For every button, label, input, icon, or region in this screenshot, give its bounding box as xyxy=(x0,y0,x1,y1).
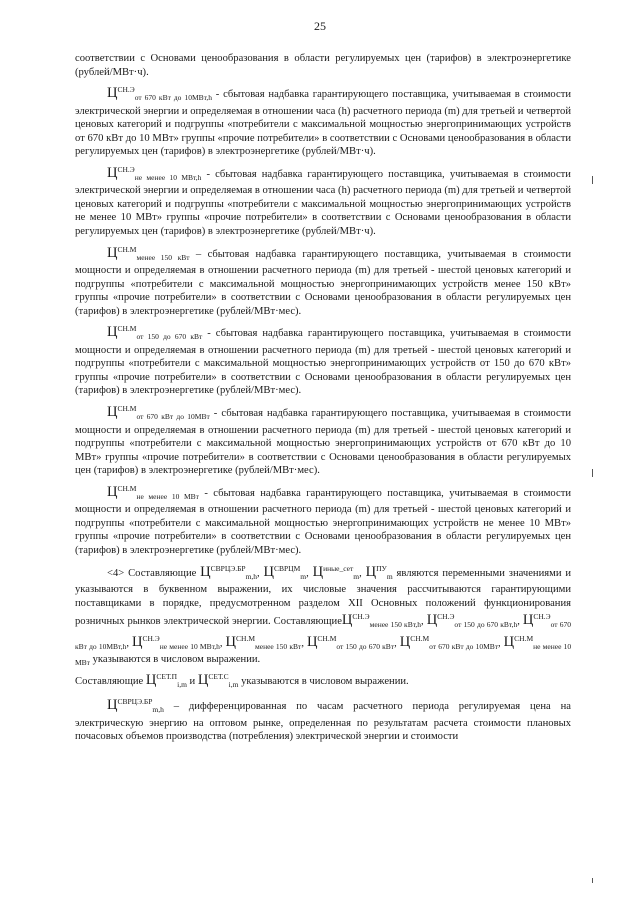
separator: , xyxy=(498,637,504,649)
symbol-superscript: СН.М xyxy=(514,633,534,643)
symbol-subscript: от 150 до 670 кВт xyxy=(336,641,395,651)
symbol-letter: Ц xyxy=(197,671,209,688)
symbol-superscript: СН.М xyxy=(410,633,430,643)
symbol-letter: Ц xyxy=(426,612,438,629)
formula-symbol xyxy=(306,633,395,651)
symbol-superscript: СН.М xyxy=(236,633,255,643)
separator: , xyxy=(257,567,264,579)
formula-symbol xyxy=(341,612,422,630)
symbol-subscript: менее 150 кВт,h xyxy=(369,620,422,630)
paragraph-text: – сбытовая надбавка гарантирующего поставщика, учитываемая в стоимости мощности и определяемая в отношении расчетного периода (m) для третьей - шестой ценовых категорий и подгруппы «потребители с максимальной мощностью энергопринимающих устройств менее 150 кВт» группы «прочие потребители» в соответствии с Основами ценообразования в области регулируемых цен (тарифов) в электроэнергетике (рублей/МВт·мес). xyxy=(75,248,571,317)
symbol-superscript: СЕТ.С xyxy=(208,671,229,681)
symbol-subscript: от 670 кВт до 10МВт,h xyxy=(75,620,572,651)
symbol-subscript: i,m xyxy=(228,679,239,689)
symbol-letter: Ц xyxy=(263,563,274,580)
symbol-letter: Ц xyxy=(312,563,324,580)
symbol-letter: Ц xyxy=(225,633,237,650)
symbol-letter: Ц xyxy=(107,697,118,714)
symbol-subscript: i,m xyxy=(177,679,187,689)
symbol-superscript: СВРЦЭ.БР xyxy=(117,697,153,707)
symbol-subscript: от 670 кВт до 10МВт,h xyxy=(134,93,212,103)
symbol-subscript: не менее 10 МВт,h xyxy=(134,172,202,182)
separator: , xyxy=(301,637,307,649)
separator: , xyxy=(359,567,366,579)
symbol-superscript: СН.Э xyxy=(117,164,135,174)
symbol-subscript: от 670 кВт до 10МВт xyxy=(136,412,210,422)
formula-symbol xyxy=(132,633,220,651)
formula-symbol xyxy=(225,633,302,651)
paragraph-text: соответствии с Основами ценообразования в области регулируемых цен (тарифов) в электроэнергетике (рублей/МВт·ч). xyxy=(75,53,571,78)
symbol-subscript: m xyxy=(386,571,393,581)
formula-symbol xyxy=(145,671,187,689)
separator: и xyxy=(186,675,198,687)
symbol-superscript: СН.М xyxy=(117,404,137,414)
components-text: указываются в числовом выражении. xyxy=(238,675,409,687)
symbol-letter: Ц xyxy=(200,563,211,580)
formula-symbol xyxy=(107,404,210,422)
formula-symbol xyxy=(107,85,212,103)
symbol-letter: Ц xyxy=(399,633,411,650)
scan-mark xyxy=(592,878,593,883)
symbol-subscript: менее 150 кВт xyxy=(136,252,190,262)
symbol-superscript: СН.Э xyxy=(437,612,455,622)
symbol-superscript: СВРЦЭ.БР xyxy=(210,563,246,573)
symbol-letter: Ц xyxy=(107,483,118,500)
symbol-superscript: СН.Э xyxy=(533,612,551,622)
formula-symbol xyxy=(312,563,360,581)
formula-symbol xyxy=(107,483,199,501)
separator: , xyxy=(421,616,427,628)
paragraph xyxy=(75,402,571,478)
symbol-letter: Ц xyxy=(503,633,515,650)
formula-symbol xyxy=(107,697,164,715)
symbol-superscript: иные_сет xyxy=(323,563,354,573)
separator: , xyxy=(219,637,226,649)
paragraph xyxy=(75,163,571,239)
paragraph xyxy=(75,52,571,79)
scan-mark xyxy=(592,469,593,477)
symbol-letter: Ц xyxy=(132,633,143,650)
separator: , xyxy=(517,616,523,628)
paragraph xyxy=(75,243,571,319)
symbol-superscript: СН.М xyxy=(117,324,137,334)
formula-symbol xyxy=(107,164,202,182)
symbol-superscript: СН.Э xyxy=(352,612,370,622)
paragraph-text: - сбытовая надбавка гарантирующего поставщика, учитываемая в стоимости мощности и определяемая в отношении расчетного периода (m) для третьей - шестой ценовых категорий и подгруппы «потребители с максимальной мощностью энергопринимающих устройств не менее 10 МВт» группы «прочие потребители» в соответствии с Основами ценообразования в области регулируемых цен (тарифов) в электроэнергетике (рублей/МВт·мес). xyxy=(75,487,571,556)
symbol-subscript: m,h xyxy=(152,705,164,715)
symbol-letter: Ц xyxy=(107,244,118,261)
separator: , xyxy=(126,637,133,649)
symbol-superscript: СЕТ.П xyxy=(156,671,178,681)
formula-symbol xyxy=(107,244,190,262)
symbol-letter: Ц xyxy=(145,671,157,688)
symbol-letter: Ц xyxy=(365,563,377,580)
components-lead: Составляющие xyxy=(75,675,146,687)
symbol-letter: Ц xyxy=(107,85,118,102)
symbol-subscript: не менее 10 МВт,h xyxy=(159,641,220,651)
symbol-letter: Ц xyxy=(522,612,534,629)
symbol-superscript: СН.М xyxy=(117,483,137,493)
paragraph xyxy=(75,322,571,398)
paragraph xyxy=(75,482,571,558)
symbol-subscript: m,h xyxy=(245,571,258,581)
symbol-superscript: СН.Э xyxy=(117,85,135,95)
formula-symbol xyxy=(426,612,518,630)
paragraph-text: - сбытовая надбавка гарантирующего поставщика, учитываемая в стоимости электрической энергии и определяемая в отношении часа (h) расчетного периода (m) для третьей и четвертой ценовых категорий и подгруппы «потребители с максимальной мощностью энергопринимающих устройств не менее 10 МВт» группы «прочие потребители» в соответствии с Основами ценообразования в области регулируемых цен (тарифов) в электроэнергетике (рублей/МВт·ч). xyxy=(75,168,571,238)
symbol-subscript: не менее 10 МВт xyxy=(75,641,572,668)
paragraph xyxy=(75,670,571,692)
symbol-superscript: СН.М xyxy=(117,244,137,254)
formula-symbol xyxy=(365,563,393,581)
symbol-superscript: СН.М xyxy=(317,633,337,643)
symbol-letter: Ц xyxy=(107,164,118,181)
formula-symbol xyxy=(200,563,258,581)
paragraph xyxy=(75,562,571,670)
page-number: 25 xyxy=(314,19,326,33)
formula-symbol xyxy=(263,563,307,581)
symbol-superscript: СВРЦМ xyxy=(274,563,301,573)
formula-symbol xyxy=(399,633,499,651)
note-text: являются переменными значениями и указываются в буквенном выражении, их числовые значения рассчитываются гарантирующими поставщиками в порядке, предусмотренном разделом XII Основных положений функционирования розничных рынков электрической энергии. Составляющие xyxy=(75,567,572,628)
note-text: указываются в числовом выражении. xyxy=(89,654,261,666)
paragraph xyxy=(75,695,571,744)
symbol-subscript: менее 150 кВт xyxy=(255,641,302,651)
symbol-subscript: m xyxy=(353,571,360,581)
symbol-subscript: не менее 10 МВт xyxy=(136,491,199,501)
paragraph-text: – дифференцированная по часам расчетного периода регулируемая цена на электрическую энергию на оптовом рынке, определенная по результатам расчета стоимости плановых почасовых объемов производства (потребления) электрической энергии и стоимости xyxy=(75,701,571,743)
scan-mark xyxy=(592,176,593,184)
symbol-superscript: ПУ xyxy=(376,563,387,573)
note-lead: <4> Составляющие xyxy=(107,567,201,579)
paragraph-text: - сбытовая надбавка гарантирующего поставщика, учитываемая в стоимости мощности и определяемая в отношении расчетного периода (m) для третьей - шестой ценовых категорий и подгруппы «потребители с максимальной мощностью энергопринимающих устройств от 670 кВт до 10 МВт» группы «прочие потребители» в соответствии с Основами ценообразования в области регулируемых цен (тарифов) в электроэнергетике (рублей/МВт·мес). xyxy=(75,408,571,477)
paragraph-text: - сбытовая надбавка гарантирующего поставщика, учитываемая в стоимости мощности и определяемая в отношении расчетного периода (m) для третьей - шестой ценовых категорий и подгруппы «потребители с максимальной мощностью энергопринимающих устройств от 150 до 670 кВт» группы «прочие потребители» в соответствии с Основами ценообразования в области регулируемых цен (тарифов) в электроэнергетике (рублей/МВт·мес). xyxy=(75,328,571,397)
document-body xyxy=(75,52,571,744)
formula-symbol xyxy=(107,324,203,342)
symbol-subscript: m xyxy=(300,571,307,581)
separator: , xyxy=(306,567,313,579)
formula-symbol xyxy=(197,671,239,689)
symbol-subscript: от 670 кВт до 10МВт xyxy=(429,641,499,651)
symbol-letter: Ц xyxy=(306,633,318,650)
paragraph xyxy=(75,83,571,159)
separator: , xyxy=(394,637,400,649)
symbol-letter: Ц xyxy=(107,324,118,341)
symbol-superscript: СН.Э xyxy=(142,633,160,643)
symbol-subscript: от 150 до 670 кВт xyxy=(136,332,203,342)
symbol-letter: Ц xyxy=(107,404,118,421)
symbol-subscript: от 150 до 670 кВт,h xyxy=(454,620,518,630)
paragraph-text: - сбытовая надбавка гарантирующего поставщика, учитываемая в стоимости электрической энергии и определяемая в отношении часа (h) расчетного периода (m) для третьей и четвертой ценовых категорий и подгруппы «потребители с максимальной мощностью энергопринимающих устройств от 670 кВт до 10 МВт» группы «прочие потребители» в соответствии с Основами ценообразования в области регулируемых цен (тарифов) в электроэнергетике (рублей/МВт·ч). xyxy=(75,89,571,158)
symbol-letter: Ц xyxy=(341,612,353,629)
